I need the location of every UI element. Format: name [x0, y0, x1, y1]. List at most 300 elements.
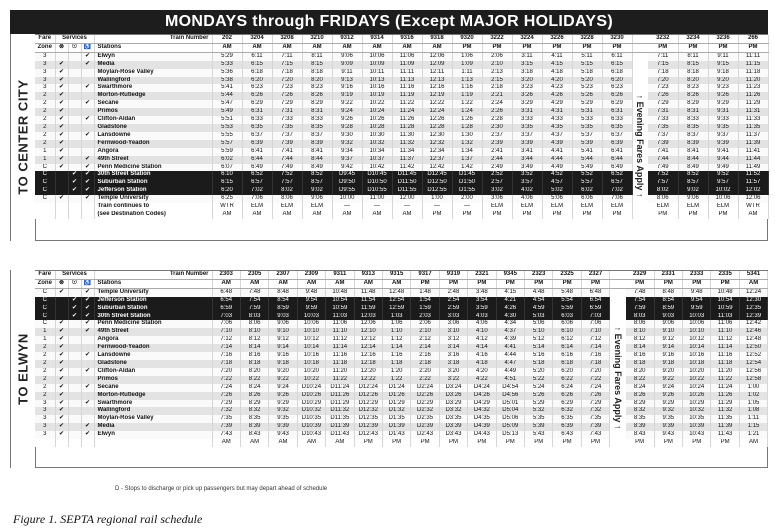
departure-time: 1:26	[452, 116, 482, 124]
service-check: ✔	[55, 164, 68, 172]
departure-time: 10:32	[683, 407, 711, 415]
departure-time: 9:28	[332, 124, 362, 132]
departure-time: 9:29	[269, 400, 297, 408]
departure-time: 9:35	[269, 415, 297, 423]
departure-time: 2:03	[411, 313, 439, 321]
departure-time: 9:48	[297, 288, 325, 296]
train-number: 2307	[269, 271, 297, 279]
service-check: ✔	[81, 384, 94, 392]
station-name: Lansdowne	[94, 352, 212, 360]
table-row	[35, 392, 768, 400]
departure-time: 9:18	[708, 69, 738, 77]
departure-time: 6:10	[553, 328, 581, 336]
departure-time: 7:26	[581, 392, 609, 400]
service-check: ✔	[55, 61, 68, 69]
table-row	[35, 288, 768, 296]
departure-time: 9:03	[269, 313, 297, 321]
am-pm-label: AM	[240, 279, 268, 288]
departure-time: 12:52	[739, 352, 767, 360]
departure-time: AM	[739, 439, 767, 447]
table-row	[35, 376, 768, 384]
departure-time: 10:37	[362, 156, 392, 164]
departure-time: 5:44	[572, 156, 602, 164]
am-pm-label: AM	[382, 279, 410, 288]
departure-time: 10:09	[362, 61, 392, 69]
departure-time: 8:26	[240, 392, 268, 400]
departure-time: 4:11	[542, 52, 572, 60]
departure-time: 3:41	[512, 148, 542, 156]
departure-time: 12:11	[422, 69, 452, 77]
departure-time: PM	[708, 211, 738, 219]
departure-time: 8:03	[240, 313, 268, 321]
service-check	[81, 69, 94, 77]
departure-time: 8:06	[240, 320, 268, 328]
departure-time: 3:22	[439, 376, 467, 384]
departure-time: 7:29	[272, 100, 302, 108]
departure-time: 11:03	[326, 313, 354, 321]
departure-time: 12:16	[354, 352, 382, 360]
fare-zone: 2	[35, 140, 55, 148]
departure-time: 11:42	[392, 164, 422, 172]
departure-time: 5:03	[524, 313, 552, 321]
departure-time: 6:39	[553, 423, 581, 431]
fare-zone: C	[35, 195, 55, 203]
services-header: Services	[55, 35, 94, 43]
departure-time: 6:37	[602, 132, 632, 140]
fare-zone	[35, 439, 55, 447]
departure-time: 1:15	[739, 423, 767, 431]
am-pm-label: AM	[212, 279, 240, 288]
direction-label	[10, 34, 36, 241]
train-number-header: Train Number	[94, 35, 212, 43]
departure-time: 5:47	[212, 100, 242, 108]
service-check: ✔	[81, 187, 94, 195]
departure-time: 4:30	[496, 313, 524, 321]
station-name: Temple University	[94, 195, 212, 203]
train-number: 202	[212, 35, 242, 43]
departure-time: 12:14	[354, 344, 382, 352]
train-number: 2335	[711, 271, 739, 279]
departure-time: 10:22	[297, 376, 325, 384]
departure-time: 9:43	[269, 431, 297, 439]
am-pm-label: PM	[496, 279, 524, 288]
departure-time: 10:28	[362, 124, 392, 132]
departure-time: 3:18	[512, 69, 542, 77]
departure-time: 7:29	[648, 100, 678, 108]
departure-time: 12:37	[422, 156, 452, 164]
departure-time: 8:22	[626, 376, 654, 384]
departure-time: 9:29	[708, 100, 738, 108]
departure-time: 8:26	[302, 92, 332, 100]
departure-time: D3:29	[439, 400, 467, 408]
departure-time: 4:10	[468, 328, 496, 336]
departure-time: 5:06	[542, 195, 572, 203]
departure-time: 7:33	[648, 116, 678, 124]
departure-time: 6:20	[553, 368, 581, 376]
service-check	[55, 439, 68, 447]
departure-time: 8:20	[678, 77, 708, 85]
departure-time: 5:33	[572, 116, 602, 124]
departure-time: 4:44	[542, 156, 572, 164]
station-name: Wallingford	[94, 77, 212, 85]
departure-time: PM	[382, 439, 410, 447]
am-pm-label: AM	[326, 279, 354, 288]
departure-time: 5:18	[572, 69, 602, 77]
departure-time: 1:24	[452, 108, 482, 116]
departure-time: 11:29	[711, 400, 739, 408]
departure-time: 6:14	[553, 344, 581, 352]
train-number: 3208	[272, 35, 302, 43]
departure-time: 9:16	[654, 352, 682, 360]
departure-time: 8:16	[626, 352, 654, 360]
departure-time: 5:39	[524, 423, 552, 431]
departure-time: 9:59	[683, 305, 711, 313]
departure-time: PM	[626, 439, 654, 447]
fare-zone: C	[35, 288, 55, 296]
departure-time: 9:35	[654, 415, 682, 423]
departure-time: 9:06	[654, 320, 682, 328]
departure-time: 6:52	[602, 171, 632, 179]
departure-time: 10:16	[297, 352, 325, 360]
departure-time: 8:49	[678, 164, 708, 172]
fare-zone: 2	[35, 376, 55, 384]
departure-time: 4:31	[542, 108, 572, 116]
departure-time: PM	[411, 439, 439, 447]
departure-time: 7:15	[272, 61, 302, 69]
departure-time: 6:15	[212, 179, 242, 187]
service-check	[68, 328, 81, 336]
departure-time: 10:29	[683, 400, 711, 408]
departure-time: 6:39	[602, 140, 632, 148]
departure-time: 1:09	[452, 61, 482, 69]
departure-time: D4:29	[468, 400, 496, 408]
stations-header: Stations	[94, 43, 212, 52]
departure-time: 1:48	[411, 288, 439, 296]
departure-time: 5:49	[212, 108, 242, 116]
departure-time: 10:54	[326, 297, 354, 305]
departure-time: D11:29	[326, 400, 354, 408]
departure-time: 4:15	[496, 288, 524, 296]
departure-time: 10:03	[297, 313, 325, 321]
am-pm-label: PM	[678, 43, 708, 52]
departure-time: 12:30	[422, 132, 452, 140]
fare-zone: 1	[35, 156, 55, 164]
departure-time: 12:58	[739, 376, 767, 384]
departure-time: 7:39	[272, 140, 302, 148]
train-number: 2329	[626, 271, 654, 279]
service-check: ✔	[55, 77, 68, 85]
departure-time: 6:49	[602, 164, 632, 172]
departure-time: 11:18	[711, 360, 739, 368]
departure-time: 9:54	[683, 297, 711, 305]
departure-time: 12:10	[354, 328, 382, 336]
departure-time: 12:06	[354, 320, 382, 328]
am-pm-label: AM	[302, 43, 332, 52]
departure-time: 8:48	[654, 288, 682, 296]
departure-time: PM	[648, 211, 678, 219]
am-pm-label: PM	[708, 43, 738, 52]
departure-time: 5:10	[524, 328, 552, 336]
departure-time: 4:29	[542, 100, 572, 108]
table-row	[35, 77, 768, 85]
departure-time: D11:26	[326, 392, 354, 400]
departure-time: 6:57	[602, 179, 632, 187]
fare-zone: 1	[35, 328, 55, 336]
departure-time: 9:06	[269, 320, 297, 328]
departure-time: 9:32	[332, 140, 362, 148]
departure-time: 8:44	[678, 156, 708, 164]
wheelchair-icon: ♿	[81, 279, 94, 288]
departure-time: 8:35	[678, 124, 708, 132]
departure-time: 6:20	[602, 77, 632, 85]
am-pm-label: AM	[354, 279, 382, 288]
departure-time: 11:34	[392, 148, 422, 156]
departure-time: D11:24	[326, 384, 354, 392]
departure-time: 9:14	[269, 344, 297, 352]
departure-time: 6:33	[242, 116, 272, 124]
departure-time: D1:35	[382, 415, 410, 423]
departure-time: 2:54	[439, 297, 467, 305]
service-check: ✔	[55, 92, 68, 100]
station-name: Suburban Station	[94, 305, 212, 313]
departure-time: 10:18	[683, 360, 711, 368]
service-check	[68, 431, 81, 439]
fare-zone: 3	[35, 69, 55, 77]
departure-time: 10:14	[683, 344, 711, 352]
departure-time: ELM	[272, 203, 302, 211]
departure-time: 7:24	[212, 384, 240, 392]
departure-time: 8:43	[240, 431, 268, 439]
am-pm-label: PM	[602, 43, 632, 52]
departure-time: 10:16	[362, 84, 392, 92]
service-check	[68, 116, 81, 124]
departure-time: 4:51	[496, 376, 524, 384]
departure-time: 12:22	[422, 100, 452, 108]
service-check	[68, 140, 81, 148]
evening-fares-text: ↑ Evening Fares Apply ↑	[612, 326, 623, 430]
departure-time: 8:33	[678, 116, 708, 124]
departure-time: 11:48	[354, 288, 382, 296]
departure-time: 11:20	[738, 77, 768, 85]
service-check	[68, 108, 81, 116]
departure-time: 10:20	[683, 368, 711, 376]
service-check	[68, 423, 81, 431]
service-check	[68, 352, 81, 360]
departure-time: 8:02	[648, 187, 678, 195]
departure-time: 8:11	[302, 52, 332, 60]
departure-time: 7:57	[648, 179, 678, 187]
table-row	[35, 344, 768, 352]
departure-time: D11:55	[392, 187, 422, 195]
departure-time: 9:14	[654, 344, 682, 352]
departure-time: 9:31	[708, 108, 738, 116]
stations-header: Stations	[94, 279, 212, 288]
departure-time: 11:32	[711, 407, 739, 415]
departure-time: D1:50	[452, 179, 482, 187]
station-name: Media	[94, 423, 212, 431]
fare-zone: 3	[35, 61, 55, 69]
wheelchair-icon: ♿	[81, 43, 94, 52]
departure-time: D10:29	[297, 400, 325, 408]
departure-time: 5:26	[572, 92, 602, 100]
departure-time: 6:41	[242, 148, 272, 156]
departure-time: D12:24	[354, 384, 382, 392]
departure-time: 1:02	[739, 392, 767, 400]
departure-time: 6:54	[212, 297, 240, 305]
departure-time: 8:33	[302, 116, 332, 124]
train-number: 3236	[708, 35, 738, 43]
departure-time: 4:12	[468, 336, 496, 344]
service-check	[68, 336, 81, 344]
departure-time: 1:28	[452, 124, 482, 132]
departure-time: 12:03	[354, 313, 382, 321]
departure-time: 8:39	[678, 140, 708, 148]
train-number: 3204	[242, 35, 272, 43]
departure-time: 3:44	[512, 156, 542, 164]
departure-time: 9:23	[708, 84, 738, 92]
table-row	[35, 140, 768, 148]
station-name: Temple University	[94, 288, 212, 296]
departure-time: 5:20	[524, 368, 552, 376]
departure-time: D9:45	[332, 171, 362, 179]
departure-time: 10:22	[362, 100, 392, 108]
departure-time: D5:01	[496, 400, 524, 408]
station-name: Moylan-Rose Valley	[94, 415, 212, 423]
departure-time: 11:16	[326, 352, 354, 360]
departure-time: 9:26	[332, 116, 362, 124]
departure-time: 9:06	[302, 195, 332, 203]
departure-time: 7:10	[581, 328, 609, 336]
departure-time: 2:28	[482, 116, 512, 124]
departure-time: 5:06	[524, 320, 552, 328]
departure-time: 11:39	[711, 423, 739, 431]
station-name: Gladstone	[94, 124, 212, 132]
departure-time: D1:55	[452, 187, 482, 195]
train-number: 9320	[452, 35, 482, 43]
departure-time: 1:03	[382, 313, 410, 321]
am-pm-label: AM	[422, 43, 452, 52]
departure-time: 11:14	[711, 344, 739, 352]
departure-time: —	[332, 203, 362, 211]
departure-time: D12:50	[422, 179, 452, 187]
train-number: 2331	[654, 271, 682, 279]
departure-time: 10:39	[683, 423, 711, 431]
departure-time: 9:37	[708, 132, 738, 140]
service-check: ✔	[55, 376, 68, 384]
departure-time: 11:37	[392, 156, 422, 164]
departure-time: 3:06	[439, 320, 467, 328]
service-check	[81, 203, 94, 211]
departure-time: D2:39	[411, 423, 439, 431]
departure-time: D12:35	[354, 415, 382, 423]
departure-time: 5:39	[572, 140, 602, 148]
service-check: ✔	[55, 431, 68, 439]
departure-time: 9:15	[708, 61, 738, 69]
fare-zone: C	[35, 320, 55, 328]
departure-time: 5:57	[212, 140, 242, 148]
departure-time: 8:57	[678, 179, 708, 187]
table-row	[35, 328, 768, 336]
table-row	[35, 164, 768, 172]
departure-time: 11:11	[738, 52, 768, 60]
departure-time: 7:18	[581, 360, 609, 368]
table-row	[35, 431, 768, 439]
service-check	[55, 313, 68, 321]
departure-time: 9:52	[708, 171, 738, 179]
departure-time: 6:15	[602, 61, 632, 69]
departure-time: 3:06	[482, 195, 512, 203]
departure-time: 11:26	[738, 92, 768, 100]
service-check: ✔	[81, 156, 94, 164]
departure-time: 11:26	[711, 392, 739, 400]
departure-time: 11:30	[392, 132, 422, 140]
service-check	[68, 415, 81, 423]
departure-time: 11:54	[354, 297, 382, 305]
service-check: ✔	[55, 352, 68, 360]
departure-time: 11:24	[392, 108, 422, 116]
departure-time: 11:24	[711, 384, 739, 392]
station-name: Swarthmore	[94, 84, 212, 92]
departure-time: 4:26	[496, 305, 524, 313]
station-name: Lansdowne	[94, 132, 212, 140]
departure-time: 5:52	[572, 171, 602, 179]
departure-time: 12:19	[422, 92, 452, 100]
departure-time: 5:32	[524, 407, 552, 415]
departure-time: 6:15	[242, 61, 272, 69]
departure-time: 9:24	[332, 108, 362, 116]
departure-time: 7:35	[648, 124, 678, 132]
departure-time: 10:06	[708, 195, 738, 203]
departure-time: 11:59	[354, 305, 382, 313]
zone-header: Zone	[35, 279, 55, 288]
departure-time: 4:06	[512, 195, 542, 203]
departure-time: 3:16	[439, 352, 467, 360]
departure-time: 2:26	[482, 108, 512, 116]
departure-time: 8:29	[240, 400, 268, 408]
table-row	[35, 100, 768, 108]
departure-time: 10:00	[332, 195, 362, 203]
departure-time: 8:18	[240, 360, 268, 368]
table-row	[35, 368, 768, 376]
departure-time: 8:35	[240, 415, 268, 423]
departure-time: 1:16	[452, 84, 482, 92]
departure-time: 7:12	[581, 336, 609, 344]
departure-time: D9:50	[332, 179, 362, 187]
service-check: ✔	[55, 392, 68, 400]
departure-time: 7:06	[581, 320, 609, 328]
service-check	[81, 211, 94, 219]
departure-time: 10:16	[683, 352, 711, 360]
departure-time: D5:04	[496, 407, 524, 415]
departure-time: 1:54	[411, 297, 439, 305]
table-row	[35, 84, 768, 92]
departure-time: 4:20	[542, 77, 572, 85]
departure-time: 8:14	[626, 344, 654, 352]
departure-time: 7:26	[648, 92, 678, 100]
fare-zone: 3	[35, 84, 55, 92]
table-row	[35, 439, 768, 447]
fare-zone: 1	[35, 336, 55, 344]
departure-time: ELM	[482, 203, 512, 211]
departure-time: WTR	[738, 203, 768, 211]
departure-time: 2:41	[482, 148, 512, 156]
departure-time: 7:43	[581, 431, 609, 439]
departure-time: 8:44	[302, 156, 332, 164]
departure-time: 3:26	[512, 92, 542, 100]
departure-time: 7:31	[272, 108, 302, 116]
departure-time: 4:41	[496, 344, 524, 352]
departure-time: 5:37	[572, 132, 602, 140]
